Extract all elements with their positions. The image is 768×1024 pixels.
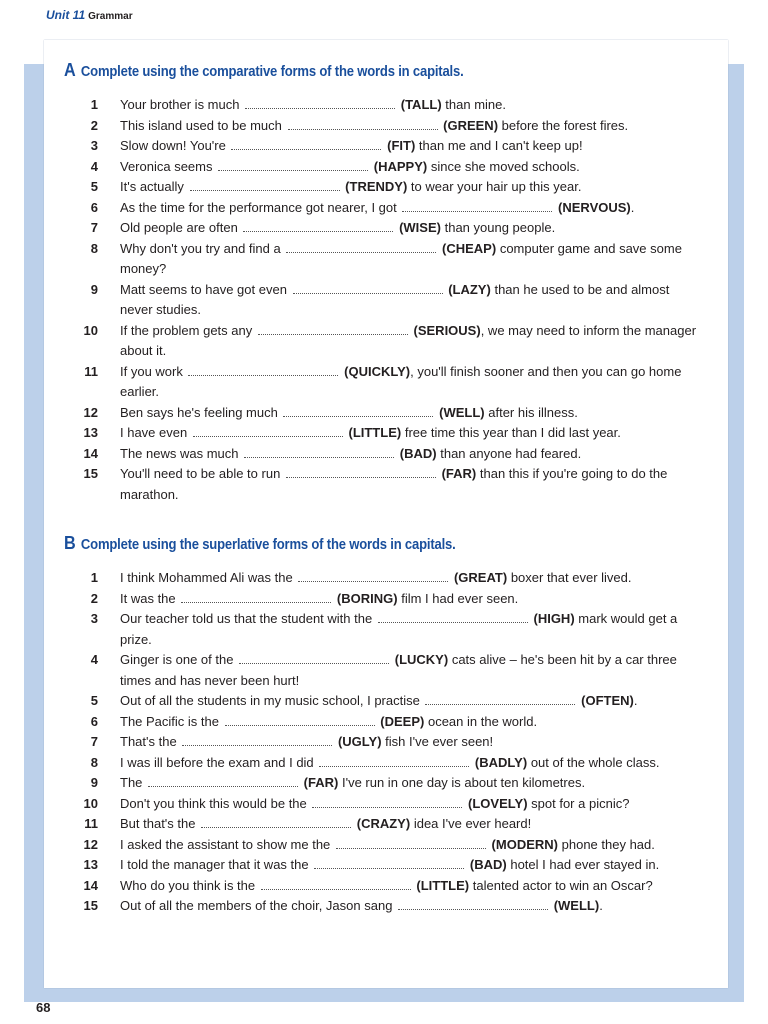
- exercise-item: [64, 896, 704, 917]
- section-a: [64, 60, 704, 505]
- capital-word: FAR: [445, 466, 472, 481]
- item-number: 15: [83, 898, 98, 913]
- item-number: 6: [90, 199, 98, 215]
- section-b-letter: B: [64, 533, 76, 553]
- item-number: 12: [83, 404, 98, 420]
- exercise-item: [64, 116, 704, 137]
- answer-blank[interactable]: [243, 222, 393, 232]
- section-a-instruction: Complete using the comparative forms of the words in capitals.: [80, 64, 464, 80]
- item-text-after: than he used to be and almost never studies.: [120, 281, 670, 317]
- item-number: 13: [83, 857, 98, 872]
- item-number: 6: [90, 713, 98, 729]
- section-b-instruction: Complete using the superlative forms of the words in capitals.: [80, 537, 456, 553]
- item-text-before: I told the manager that it was the: [120, 857, 309, 872]
- item-text: The Pacific is the (DEEP) ocean in the world.: [120, 713, 538, 729]
- answer-blank[interactable]: [398, 900, 548, 910]
- unit-label: Unit 11: [46, 8, 86, 22]
- item-text-after: spot for a picnic?: [531, 795, 630, 811]
- exercise-item: [64, 321, 704, 362]
- item-text-before: Why don't you try and find a: [120, 240, 281, 256]
- answer-blank[interactable]: [244, 448, 394, 458]
- item-text-after: than this if you're going to do the marathon.: [120, 466, 668, 502]
- item-number: 10: [83, 322, 98, 338]
- item-text-after: fish I've ever seen!: [385, 734, 494, 749]
- item-text-before: I was ill before the exam and I did: [120, 754, 314, 770]
- item-text-after: computer game and save some money?: [120, 240, 682, 276]
- item-text-before: The Pacific is the: [120, 713, 219, 729]
- item-text: It's actually (TRENDY) to wear your hair up this year.: [120, 179, 582, 194]
- item-text-before: But that's the: [120, 816, 196, 831]
- item-text: Old people are often (WISE) than young people.: [120, 220, 556, 235]
- item-number: 8: [90, 240, 98, 256]
- item-text-after: than anyone had feared.: [440, 445, 582, 461]
- item-text: I have even (LITTLE) free time this year than I did last year.: [120, 425, 621, 440]
- answer-blank[interactable]: [283, 407, 433, 417]
- answer-blank[interactable]: [193, 427, 343, 437]
- capital-word: FIT: [391, 138, 411, 153]
- item-number: 7: [90, 734, 98, 749]
- item-number: 9: [90, 281, 98, 297]
- exercise-item: [64, 835, 704, 856]
- item-text: If you work (QUICKLY), you'll finish sooner and then you can go home earlier.: [120, 363, 682, 399]
- item-number: 13: [83, 425, 98, 440]
- answer-blank[interactable]: [336, 839, 486, 849]
- answer-blank[interactable]: [201, 818, 351, 828]
- page-number: 68: [36, 1000, 51, 1015]
- answer-blank[interactable]: [245, 99, 395, 109]
- item-text-after: film I had ever seen.: [401, 590, 519, 606]
- item-text-before: It was the: [120, 590, 176, 606]
- item-number: 3: [90, 138, 98, 153]
- item-text-after: after his illness.: [488, 404, 578, 420]
- exercise-item: [64, 464, 704, 505]
- exercise-item: [64, 280, 704, 321]
- answer-blank[interactable]: [181, 593, 331, 603]
- item-text-before: Veronica seems: [120, 158, 213, 174]
- item-text-after: ocean in the world.: [427, 713, 538, 729]
- item-text-after: than me and I can't keep up!: [418, 138, 583, 153]
- item-text-after: than young people.: [444, 220, 556, 235]
- item-text-after: free time this year than I did last year.: [404, 425, 621, 440]
- item-number: 8: [90, 754, 98, 770]
- exercise-item: [64, 157, 704, 178]
- topic-label: Grammar: [88, 11, 133, 22]
- capital-word: WELL: [558, 898, 595, 913]
- item-text: Why don't you try and find a (CHEAP) computer game and save some money?: [120, 240, 682, 276]
- item-text-after: before the forest fires.: [501, 117, 629, 133]
- item-text: Slow down! You're (FIT) than me and I can't keep up!: [120, 138, 583, 153]
- capital-word: WELL: [443, 404, 481, 420]
- item-number: 1: [90, 570, 98, 585]
- item-text-before: That's the: [120, 734, 177, 749]
- exercise-item: [64, 198, 704, 219]
- capital-word: UGLY: [342, 734, 378, 749]
- item-number: 9: [90, 775, 98, 790]
- capital-word: TRENDY: [349, 179, 403, 194]
- answer-blank[interactable]: [425, 695, 575, 705]
- exercise-item: [64, 589, 704, 610]
- capital-word: BAD: [404, 445, 433, 461]
- answer-blank[interactable]: [239, 654, 389, 664]
- item-text-after: , we may need to inform the manager about it.: [120, 322, 697, 358]
- capital-word: MODERN: [495, 836, 554, 852]
- item-text-after: I've run in one day is about ten kilometres.: [341, 775, 586, 790]
- capital-word: LITTLE: [352, 425, 397, 440]
- item-text-after: , you'll finish sooner and then you can go home earlier.: [120, 363, 682, 399]
- item-text: But that's the (CRAZY) idea I've ever heard!: [120, 816, 532, 831]
- answer-blank[interactable]: [190, 181, 340, 191]
- answer-blank[interactable]: [188, 366, 338, 376]
- item-number: 12: [83, 836, 98, 852]
- capital-word: LOVELY: [472, 795, 524, 811]
- exercise-item: [64, 362, 704, 403]
- capital-word: LUCKY: [399, 652, 444, 667]
- capital-word: HAPPY: [378, 158, 423, 174]
- item-text-before: This island used to be much: [120, 117, 282, 133]
- answer-blank[interactable]: [231, 140, 381, 150]
- item-number: 7: [90, 220, 98, 235]
- item-text-before: I have even: [120, 425, 188, 440]
- item-text-before: Don't you think this would be the: [120, 795, 307, 811]
- item-number: 3: [90, 611, 98, 626]
- exercise-item: [64, 444, 704, 465]
- item-text-before: Our teacher told us that the student with the: [120, 611, 373, 626]
- item-text: I told the manager that it was the (BAD) hotel I had ever stayed in.: [120, 857, 660, 872]
- item-text-after: talented actor to win an Oscar?: [472, 877, 653, 893]
- item-number: 5: [90, 693, 98, 708]
- item-text-after: idea I've ever heard!: [413, 816, 532, 831]
- item-text: You'll need to be able to run (FAR) than this if you're going to do the marathon.: [120, 466, 668, 502]
- item-text: It was the (BORING) film I had ever seen.: [120, 590, 519, 606]
- exercise-item: [64, 691, 704, 712]
- section-b-heading: [64, 533, 640, 554]
- exercise-item: [64, 753, 704, 774]
- section-b-items: [64, 568, 704, 917]
- item-number: 10: [83, 795, 98, 811]
- answer-blank[interactable]: [286, 468, 436, 478]
- item-number: 2: [90, 117, 98, 133]
- capital-word: BAD: [474, 857, 503, 872]
- exercise-item: [64, 403, 704, 424]
- item-number: 14: [83, 445, 98, 461]
- answer-blank[interactable]: [148, 777, 298, 787]
- item-text-before: I think Mohammed Ali was the: [120, 570, 293, 585]
- item-text-before: I asked the assistant to show me the: [120, 836, 331, 852]
- exercise-item: [64, 814, 704, 835]
- section-a-letter: A: [64, 60, 76, 80]
- exercise-item: [64, 876, 704, 897]
- item-text-before: Old people are often: [120, 220, 238, 235]
- answer-blank[interactable]: [319, 757, 469, 767]
- capital-word: DEEP: [384, 713, 420, 729]
- capital-word: OFTEN: [585, 693, 630, 708]
- exercise-item: [64, 568, 704, 589]
- item-number: 4: [90, 158, 98, 174]
- exercise-item: [64, 136, 704, 157]
- item-text-before: If you work: [120, 363, 183, 379]
- item-text-after: since she moved schools.: [430, 158, 580, 174]
- item-number: 5: [90, 179, 98, 194]
- item-text: Ben says he's feeling much (WELL) after his illness.: [120, 404, 578, 420]
- exercise-item: [64, 794, 704, 815]
- item-text: I asked the assistant to show me the (MODERN) phone they had.: [120, 836, 655, 852]
- answer-blank[interactable]: [312, 798, 462, 808]
- item-text-before: Out of all the members of the choir, Jason sang: [120, 898, 393, 913]
- answer-blank[interactable]: [225, 716, 375, 726]
- item-number: 11: [84, 363, 98, 379]
- item-text-before: The news was much: [120, 445, 239, 461]
- item-text-after: than mine.: [445, 97, 506, 112]
- section-a-items: [64, 95, 704, 505]
- item-number: 1: [90, 97, 98, 112]
- exercise-item: [64, 855, 704, 876]
- answer-blank[interactable]: [261, 880, 411, 890]
- item-text: Don't you think this would be the (LOVELY) spot for a picnic?: [120, 795, 630, 811]
- item-text: Who do you think is the (LITTLE) talented actor to win an Oscar?: [120, 877, 653, 893]
- item-text: This island used to be much (GREEN) before the forest fires.: [120, 117, 629, 133]
- answer-blank[interactable]: [286, 243, 436, 253]
- item-text-before: If the problem gets any: [120, 322, 253, 338]
- exercise-item: [64, 423, 704, 444]
- item-text: If the problem gets any (SERIOUS), we may need to inform the manager about it.: [120, 322, 697, 358]
- item-text: The news was much (BAD) than anyone had feared.: [120, 445, 582, 461]
- item-text-before: You'll need to be able to run: [120, 466, 281, 481]
- item-text-before: The: [120, 775, 143, 790]
- capital-word: HIGH: [537, 611, 571, 626]
- item-text-after: mark would get a prize.: [120, 611, 678, 647]
- item-text: The (FAR) I've run in one day is about ten kilometres.: [120, 775, 586, 790]
- item-text: As the time for the performance got nearer, I got (NERVOUS).: [120, 199, 635, 215]
- capital-word: CRAZY: [361, 816, 406, 831]
- item-text: Your brother is much (TALL) than mine.: [120, 97, 506, 112]
- item-text-after: out of the whole class.: [530, 754, 660, 770]
- answer-blank[interactable]: [182, 736, 332, 746]
- capital-word: QUICKLY: [348, 363, 406, 379]
- capital-word: SERIOUS: [417, 322, 477, 338]
- item-text-after: hotel I had ever stayed in.: [510, 857, 660, 872]
- capital-word: TALL: [405, 97, 438, 112]
- capital-word: BORING: [341, 590, 394, 606]
- item-text-after: .: [630, 199, 635, 215]
- exercise-item: [64, 177, 704, 198]
- item-text-before: Your brother is much: [120, 97, 240, 112]
- item-text-before: Matt seems to have got even: [120, 281, 287, 297]
- item-text: Out of all the students in my music school, I practise (OFTEN).: [120, 693, 638, 708]
- item-text-after: phone they had.: [561, 836, 655, 852]
- answer-blank[interactable]: [258, 325, 408, 335]
- answer-blank[interactable]: [378, 613, 528, 623]
- item-text-after: .: [633, 693, 638, 708]
- capital-word: NERVOUS: [562, 199, 627, 215]
- item-text-before: Slow down! You're: [120, 138, 226, 153]
- capital-word: LAZY: [452, 281, 487, 297]
- answer-blank[interactable]: [288, 120, 438, 130]
- item-text-before: Out of all the students in my music school, I practise: [120, 693, 420, 708]
- exercise-item: [64, 773, 704, 794]
- capital-word: GREAT: [458, 570, 503, 585]
- item-text: Our teacher told us that the student with the (HIGH) mark would get a prize.: [120, 611, 678, 647]
- item-text-after: cats alive – he's been hit by a car three times and has never been hurt!: [120, 652, 677, 688]
- item-text: Ginger is one of the (LUCKY) cats alive – he's been hit by a car three times and has never been hurt!: [120, 652, 677, 688]
- item-text-after: boxer that ever lived.: [510, 570, 632, 585]
- capital-word: BADLY: [479, 754, 523, 770]
- item-text-before: Ben says he's feeling much: [120, 404, 278, 420]
- exercise-item: [64, 95, 704, 116]
- capital-word: FAR: [308, 775, 334, 790]
- section-b: [64, 533, 704, 917]
- item-number: 15: [83, 466, 98, 481]
- item-text: I think Mohammed Ali was the (GREAT) boxer that ever lived.: [120, 570, 632, 585]
- answer-blank[interactable]: [402, 202, 552, 212]
- capital-word: CHEAP: [446, 240, 492, 256]
- item-text-before: Who do you think is the: [120, 877, 256, 893]
- capital-word: WISE: [403, 220, 437, 235]
- answer-blank[interactable]: [293, 284, 443, 294]
- item-number: 14: [83, 877, 98, 893]
- exercise-item: [64, 609, 704, 650]
- exercise-item: [64, 712, 704, 733]
- item-text: Out of all the members of the choir, Jason sang (WELL).: [120, 898, 603, 913]
- capital-word: GREEN: [447, 117, 494, 133]
- exercise-item: [64, 650, 704, 691]
- item-text-before: Ginger is one of the: [120, 652, 234, 667]
- exercise-item: [64, 732, 704, 753]
- answer-blank[interactable]: [218, 161, 368, 171]
- item-text: Veronica seems (HAPPY) since she moved schools.: [120, 158, 580, 174]
- answer-blank[interactable]: [298, 572, 448, 582]
- item-number: 11: [84, 816, 98, 831]
- capital-word: LITTLE: [420, 877, 465, 893]
- answer-blank[interactable]: [314, 859, 464, 869]
- item-text-before: It's actually: [120, 179, 184, 194]
- item-number: 2: [90, 590, 98, 606]
- item-text: That's the (UGLY) fish I've ever seen!: [120, 734, 494, 749]
- exercise-item: [64, 218, 704, 239]
- item-text: Matt seems to have got even (LAZY) than he used to be and almost never studies.: [120, 281, 670, 317]
- item-number: 4: [90, 652, 98, 667]
- item-text-before: As the time for the performance got nearer, I got: [120, 199, 397, 215]
- item-text: I was ill before the exam and I did (BADLY) out of the whole class.: [120, 754, 660, 770]
- page-header: [46, 8, 133, 22]
- item-text-after: .: [599, 898, 603, 913]
- exercise-item: [64, 239, 704, 280]
- item-text-after: to wear your hair up this year.: [410, 179, 582, 194]
- section-a-heading: [64, 60, 640, 81]
